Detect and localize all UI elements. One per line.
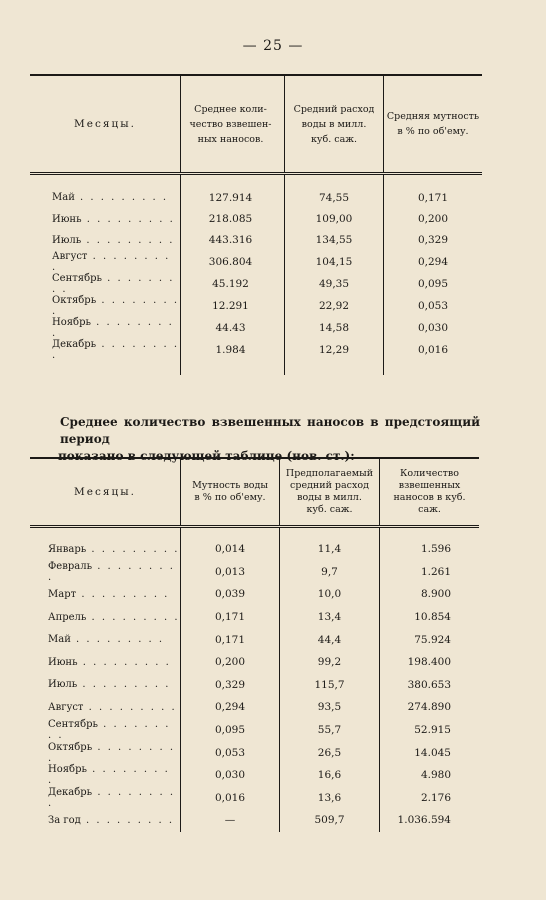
value-cell-1: 0,200	[181, 651, 280, 674]
table-row	[30, 719, 479, 742]
dot-leader: . . . . . . . . .	[81, 213, 175, 225]
month-cell: Июль . . . . . . . . .	[52, 234, 175, 246]
table-row	[30, 787, 479, 810]
table-row	[30, 583, 479, 606]
month-cell: Декабрь . . . . . . . . .	[52, 339, 179, 362]
value-cell-2: 93,5	[280, 696, 380, 719]
value-cell-3: 0,095	[384, 273, 483, 295]
dot-leader: . . . . . . . . .	[52, 273, 175, 296]
dot-leader: . . . . . . . . .	[52, 339, 179, 362]
dot-leader: . . . . . . . . .	[76, 588, 170, 600]
month-cell: Апрель . . . . . . . . .	[48, 611, 180, 623]
header-turbidity: Мутность воды в % по об'ему.	[181, 458, 280, 527]
value-cell-3: 1.036.594	[380, 809, 480, 832]
dot-leader: . . . . . . . . .	[48, 560, 175, 583]
table-body	[30, 527, 479, 832]
value-cell-1: 306.804	[181, 251, 285, 273]
value-cell-1: 0,014	[181, 527, 280, 561]
value-cell-3: 4.980	[380, 764, 480, 787]
value-cell-3: 0,294	[384, 251, 483, 273]
header-expected-discharge: Предполагаемый средний расход воды в милл. куб. саж.	[280, 458, 380, 527]
value-cell-2: 16,6	[280, 764, 380, 787]
value-cell-3: 198.400	[380, 651, 480, 674]
header-avg-turbidity: Средняя мутность в % по об'ему.	[384, 75, 483, 174]
value-cell-2: 44,4	[280, 628, 380, 651]
dot-leader: . . . . . . . . .	[48, 719, 171, 742]
table-row	[30, 295, 482, 317]
value-cell-3: 52.915	[380, 719, 480, 742]
month-cell: Октябрь . . . . . . . . .	[48, 741, 176, 764]
dot-leader: . . . . . . . . .	[52, 295, 180, 318]
month-cell: Январь . . . . . . . . .	[48, 543, 180, 555]
table-row	[30, 674, 479, 697]
table-row	[30, 208, 482, 229]
table-row	[30, 651, 479, 674]
header-avg-discharge: Средний расход воды в милл. куб. саж.	[285, 75, 384, 174]
dot-leader: . . . . . . . . .	[74, 192, 169, 204]
value-cell-2: 11,4	[280, 527, 380, 561]
value-cell-1: 0,016	[181, 787, 280, 810]
value-cell-1: 0,030	[181, 764, 280, 787]
header-avg-sediment: Среднее коли- чество взвешен- ных наносов.	[181, 75, 285, 174]
header-sediment-quantity: Количество взвешенных наносов в куб. саж.	[380, 458, 480, 527]
value-cell-2: 12,29	[285, 339, 384, 375]
monthly-sediment-table	[30, 74, 482, 375]
value-cell-2: 134,55	[285, 230, 384, 251]
dot-leader: . . . . . . . . .	[48, 786, 175, 809]
table-row	[30, 527, 479, 561]
month-cell: Ноябрь . . . . . . . . .	[52, 317, 174, 340]
month-cell: Март . . . . . . . . .	[48, 588, 170, 600]
table-row	[30, 696, 479, 719]
value-cell-3: 14.045	[380, 741, 480, 764]
month-cell: Сентябрь . . . . . . . . .	[48, 719, 171, 742]
value-cell-2: 22,92	[285, 295, 384, 317]
header-months: Месяцы.	[30, 458, 181, 527]
value-cell-3: 0,171	[384, 174, 483, 209]
month-cell: Декабрь . . . . . . . . .	[48, 786, 175, 809]
value-cell-3: 10.854	[380, 606, 480, 629]
month-cell: Июль . . . . . . . . .	[48, 679, 171, 691]
value-cell-1: 443.316	[181, 230, 285, 251]
dot-leader: . . . . . . . . .	[48, 764, 170, 787]
dot-leader: . . . . . . . . .	[86, 611, 180, 623]
value-cell-2: 13,6	[280, 787, 380, 810]
value-cell-1: 0,171	[181, 628, 280, 651]
value-cell-2: 13,4	[280, 606, 380, 629]
value-cell-2: 104,15	[285, 251, 384, 273]
table-row	[30, 339, 482, 375]
header-months: Месяцы.	[30, 75, 181, 174]
value-cell-1: 0,329	[181, 674, 280, 697]
table-row	[30, 251, 482, 273]
month-cell: Август . . . . . . . . .	[52, 251, 171, 274]
month-cell: Июнь . . . . . . . . .	[52, 213, 175, 225]
table-row	[30, 764, 479, 787]
month-cell: Июнь . . . . . . . . .	[48, 656, 171, 668]
value-cell-1: 0,294	[181, 696, 280, 719]
forecast-sediment-table	[30, 457, 479, 832]
month-cell: Май . . . . . . . . .	[52, 192, 169, 204]
table-header-row	[30, 458, 479, 527]
value-cell-1: 0,171	[181, 606, 280, 629]
value-cell-3: 2.176	[380, 787, 480, 810]
value-cell-3: 75.924	[380, 628, 480, 651]
value-cell-1: 218.085	[181, 208, 285, 229]
value-cell-1: 0,053	[181, 741, 280, 764]
value-cell-3: 0,053	[384, 295, 483, 317]
table-row	[30, 606, 479, 629]
value-cell-1: 44.43	[181, 317, 285, 339]
dot-leader: . . . . . . . . .	[48, 741, 176, 764]
value-cell-2: 26,5	[280, 741, 380, 764]
value-cell-3: 0,030	[384, 317, 483, 339]
table-row	[30, 561, 479, 584]
paragraph-line-2: показано в следующей таблице (нов. ст.):	[58, 449, 355, 463]
dot-leader: . . . . . . . . .	[52, 317, 174, 340]
dot-leader: . . . . . . . . .	[80, 814, 175, 826]
value-cell-3: 0,016	[384, 339, 483, 375]
table-row	[30, 741, 479, 764]
value-cell-2: 74,55	[285, 174, 384, 209]
value-cell-3: 1.261	[380, 561, 480, 584]
table-row	[30, 317, 482, 339]
value-cell-1: 1.984	[181, 339, 285, 375]
value-cell-2: 109,00	[285, 208, 384, 229]
value-cell-3: 274.890	[380, 696, 480, 719]
table-row	[30, 809, 479, 832]
value-cell-3: 380.653	[380, 674, 480, 697]
value-cell-1: 127.914	[181, 174, 285, 209]
value-cell-1: 12.291	[181, 295, 285, 317]
table-body	[30, 174, 482, 376]
value-cell-2: 509,7	[280, 809, 380, 832]
month-cell: За год . . . . . . . . .	[48, 814, 175, 826]
paragraph-line-1: Среднее количество взвешенных наносов в предстоящий период	[60, 415, 480, 446]
value-cell-2: 99,2	[280, 651, 380, 674]
value-cell-3: 1.596	[380, 527, 480, 561]
value-cell-1: 45.192	[181, 273, 285, 295]
dot-leader: . . . . . . . . .	[70, 634, 165, 646]
value-cell-1: —	[181, 809, 280, 832]
value-cell-1: 0,039	[181, 583, 280, 606]
dot-leader: . . . . . . . . .	[52, 251, 171, 274]
value-cell-2: 55,7	[280, 719, 380, 742]
value-cell-3: 0,200	[384, 208, 483, 229]
value-cell-3: 0,329	[384, 230, 483, 251]
month-cell: Февраль . . . . . . . . .	[48, 560, 175, 583]
value-cell-2: 115,7	[280, 674, 380, 697]
month-cell: Август . . . . . . . . .	[48, 701, 177, 713]
value-cell-1: 0,095	[181, 719, 280, 742]
value-cell-2: 14,58	[285, 317, 384, 339]
dot-leader: . . . . . . . . .	[77, 679, 171, 691]
month-cell: Октябрь . . . . . . . . .	[52, 295, 180, 318]
value-cell-3: 8.900	[380, 583, 480, 606]
table-row	[30, 230, 482, 251]
table-header-row	[30, 75, 482, 174]
value-cell-2: 49,35	[285, 273, 384, 295]
month-cell: Ноябрь . . . . . . . . .	[48, 764, 170, 787]
dot-leader: . . . . . . . . .	[83, 701, 177, 713]
dot-leader: . . . . . . . . .	[86, 543, 180, 555]
table-row	[30, 273, 482, 295]
value-cell-1: 0,013	[181, 561, 280, 584]
value-cell-2: 10,0	[280, 583, 380, 606]
value-cell-2: 9,7	[280, 561, 380, 584]
month-cell: Май . . . . . . . . .	[48, 634, 165, 646]
dot-leader: . . . . . . . . .	[77, 656, 171, 668]
page-number: — 25 —	[242, 38, 304, 54]
dot-leader: . . . . . . . . .	[81, 234, 175, 246]
table-row	[30, 628, 479, 651]
table-row	[30, 174, 482, 209]
month-cell: Сентябрь . . . . . . . . .	[52, 273, 175, 296]
